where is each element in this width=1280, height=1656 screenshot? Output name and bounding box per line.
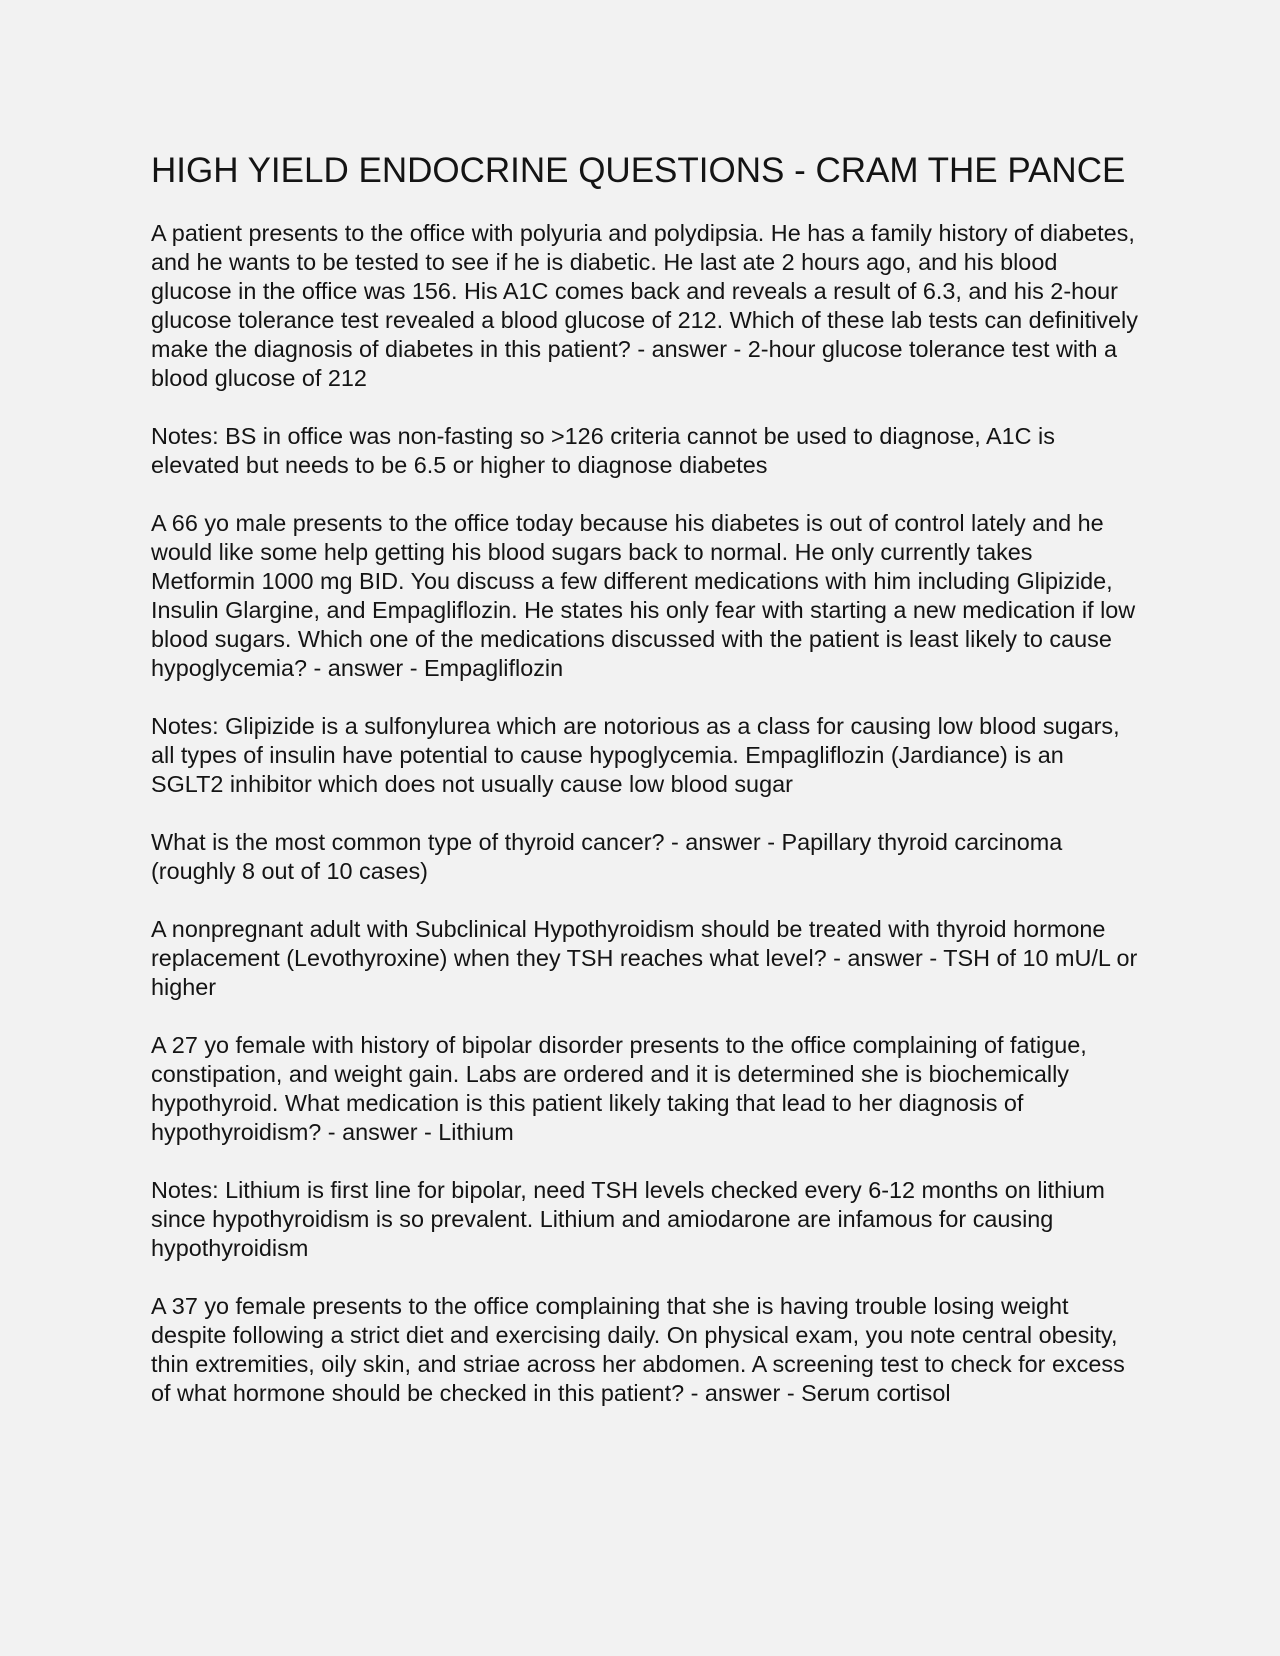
question-subclinical-hypothyroidism: A nonpregnant adult with Subclinical Hypothyroidism should be treated with thyroid hormone replacement (Levothyroxine) when they TSH reaches what level? - answer - TSH of 10 mU/L or higher [151,916,1138,1000]
question-lithium-hypothyroidism: A 27 yo female with history of bipolar disorder presents to the office complaining of fatigue, constipation, and weight gain. Labs are ordered and it is determined she is biochemically hypothyroid. What medication is this patient likely taking that lead to her diagnosis of hypothyroidism? - answer - Lithium [151,1032,1087,1145]
document-page [151,150,1141,1437]
notes-hypoglycemia-medication: Notes: Glipizide is a sulfonylurea which are notorious as a class for causing low blood sugars, all types of insulin have potential to cause hypoglycemia. Empagliflozin (Jardiance) is an SGLT2 inhibitor which does not usually cause low blood sugar [151,713,1120,797]
question-serum-cortisol: A 37 yo female presents to the office complaining that she is having trouble losing weight despite following a strict diet and exercising daily. On physical exam, you note central obesity, thin extremities, oily skin, and striae across her abdomen. A screening test to check for excess of what hormone should be checked in this patient? - answer - Serum cortisol [151,1293,1125,1406]
notes-lithium-hypothyroidism: Notes: Lithium is first line for bipolar, need TSH levels checked every 6-12 months on lithium since hypothyroidism is so prevalent. Lithium and amiodarone are infamous for causing hypothyroidism [151,1177,1105,1261]
question-thyroid-cancer: What is the most common type of thyroid cancer? - answer - Papillary thyroid carcinoma (roughly 8 out of 10 cases) [151,829,1063,884]
question-hypoglycemia-medication: A 66 yo male presents to the office today because his diabetes is out of control lately and he would like some help getting his blood sugars back to normal. He only currently takes Metformin 1000 mg BID. You discuss a few different medications with him including Glipizide, Insulin Glargine, and Empagliflozin. He states his only fear with starting a new medication if low blood sugars. Which one of the medications discussed with the patient is least likely to cause hypoglycemia? - answer - Empagliflozin [151,510,1136,681]
notes-diabetes-diagnosis: Notes: BS in office was non-fasting so >126 criteria cannot be used to diagnose, A1C is elevated but needs to be 6.5 or higher to diagnose diabetes [151,423,1055,478]
question-diabetes-diagnosis: A patient presents to the office with polyuria and polydipsia. He has a family history of diabetes, and he wants to be tested to see if he is diabetic. He last ate 2 hours ago, and his blood glucose in the office was 156. His A1C comes back and reveals a result of 6.3, and his 2-hour glucose tolerance test revealed a blood glucose of 212. Which of these lab tests can definitively make the diagnosis of diabetes in this patient? - answer - 2-hour glucose tolerance test with a blood glucose of 212 [151,220,1138,391]
document-title: HIGH YIELD ENDOCRINE QUESTIONS - CRAM THE PANCE [151,151,1126,190]
